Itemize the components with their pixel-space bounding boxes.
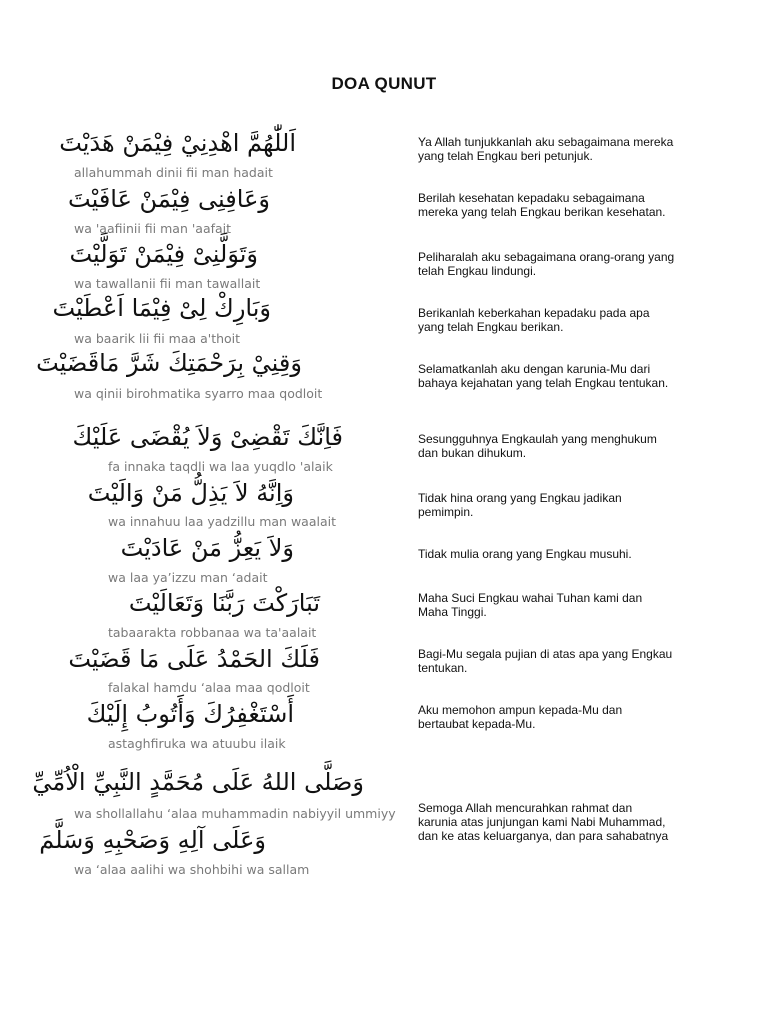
meaning-line: Berikanlah keberkahan kepadaku pada apa	[418, 306, 650, 320]
meaning-line: mereka yang telah Engkau berikan kesehatan.	[418, 205, 666, 219]
arabic-verse: وَعَلَى آلِهِ وَصَحْبِهِ وَسَلَّمَ	[39, 826, 266, 854]
transliteration: wa ‘alaa aalihi wa shohbihi wa sallam	[74, 862, 310, 877]
meaning-line: pemimpin.	[418, 505, 474, 519]
meaning-line: dan bukan dihukum.	[418, 446, 527, 460]
transliteration: wa 'aafiinii fii man 'aafait	[74, 221, 232, 236]
meaning	[418, 591, 718, 619]
meaning-line: yang telah Engkau berikan.	[418, 320, 564, 334]
transliteration: wa laa ya’izzu man ‘adait	[108, 570, 268, 585]
transliteration: wa innahuu laa yadzillu man waalait	[108, 514, 336, 529]
meaning	[418, 491, 718, 519]
meaning-line: Peliharalah aku sebagaimana orang-orang yang	[418, 250, 675, 264]
arabic-verse: وَبَارِكْ لِىْ فِيْمَا اَعْطَيْتَ	[52, 294, 271, 322]
meaning	[418, 250, 718, 278]
transliteration: wa shollallahu ‘alaa muhammadin nabiyyil ummiyy	[74, 806, 396, 821]
meaning-line: Selamatkanlah aku dengan karunia-Mu dari	[418, 362, 651, 376]
meaning-line: Maha Suci Engkau wahai Tuhan kami dan	[418, 591, 643, 605]
meaning-line: bahaya kejahatan yang telah Engkau tentukan.	[418, 376, 669, 390]
meaning	[418, 191, 718, 219]
meaning-line: Aku memohon ampun kepada-Mu dan	[418, 703, 623, 717]
meaning	[418, 306, 718, 334]
arabic-verse: اَللّٰهُمَّ اهْدِنِيْ فِيْمَنْ هَدَيْتَ	[59, 129, 296, 157]
page-title: DOA QUNUT	[331, 74, 437, 93]
meaning-line: dan ke atas keluarganya, dan para sahabatnya	[418, 829, 669, 843]
arabic-verse: وَاِنَّهُ لاَ يَذِلُّ مَنْ وَالَيْتَ	[87, 479, 294, 507]
meaning	[418, 647, 718, 675]
meaning-line: Bagi-Mu segala pujian di atas apa yang Engkau	[418, 647, 673, 661]
meaning	[418, 547, 718, 561]
meaning-line: Tidak mulia orang yang Engkau musuhi.	[418, 547, 632, 561]
transliteration: astaghfiruka wa atuubu ilaik	[108, 736, 286, 751]
arabic-verse: وَتَوَلَّنِىْ فِيْمَنْ تَوَلَّيْتَ	[69, 240, 258, 268]
arabic-verse: وَلاَ يَعِزُّ مَنْ عَادَيْتَ	[120, 534, 294, 562]
meaning-line: Semoga Allah mencurahkan rahmat dan	[418, 801, 633, 815]
meaning-line: Ya Allah tunjukkanlah aku sebagaimana mereka	[418, 135, 674, 149]
meaning-line: yang telah Engkau beri petunjuk.	[418, 149, 593, 163]
meaning	[418, 703, 718, 731]
meaning-line: Sesungguhnya Engkaulah yang menghukum	[418, 432, 657, 446]
arabic-verse: وَعَافِنِى فِيْمَنْ عَافَيْتَ	[68, 185, 270, 213]
meaning-line: telah Engkau lindungi.	[418, 264, 537, 278]
transliteration: falakal hamdu ‘alaa maa qodloit	[108, 680, 310, 695]
meaning-line: bertaubat kepada-Mu.	[418, 717, 536, 731]
arabic-verse: فَاِنَّكَ تَقْضِىْ وَلاَ يُقْضَى عَلَيْكَ	[72, 423, 343, 451]
transliteration: allahummah dinii fii man hadait	[74, 165, 273, 180]
arabic-verse: أَسْتَغْفِرُكَ وَأَتُوبُ إِلَيْكَ	[86, 700, 294, 728]
meaning-line: Berilah kesehatan kepadaku sebagaimana	[418, 191, 645, 205]
transliteration: tabaarakta robbanaa wa ta'aalait	[108, 625, 317, 640]
arabic-verse: وَصَلَّى اللهُ عَلَى مُحَمَّدٍ النَّبِيِّ الْاُمِّيِّ	[32, 768, 364, 796]
transliteration: wa qinii birohmatika syarro maa qodloit	[74, 386, 323, 401]
arabic-verse: فَلَكَ الحَمْدُ عَلَى مَا قَضَيْتَ	[68, 645, 320, 673]
arabic-verse: وَقِنِيْ بِرَحْمَتِكَ شَرَّ مَاقَضَيْتَ	[36, 349, 302, 377]
transliteration: wa baarik lii fii maa a'thoit	[74, 331, 241, 346]
arabic-verse: تَبَارَكْتَ رَبَّنَا وَتَعَالَيْتَ	[128, 589, 320, 617]
meaning-line: karunia atas junjungan kami Nabi Muhammad,	[418, 815, 666, 829]
transliteration: wa tawallanii fii man tawallait	[74, 276, 261, 291]
meaning	[418, 135, 718, 163]
meaning	[418, 432, 718, 460]
meaning	[418, 801, 718, 843]
meaning-line: Tidak hina orang yang Engkau jadikan	[418, 491, 622, 505]
meaning-line: Maha Tinggi.	[418, 605, 487, 619]
meaning-line: tentukan.	[418, 661, 468, 675]
meaning	[418, 362, 718, 390]
transliteration: fa innaka taqdli wa laa yuqdlo 'alaik	[108, 459, 333, 474]
